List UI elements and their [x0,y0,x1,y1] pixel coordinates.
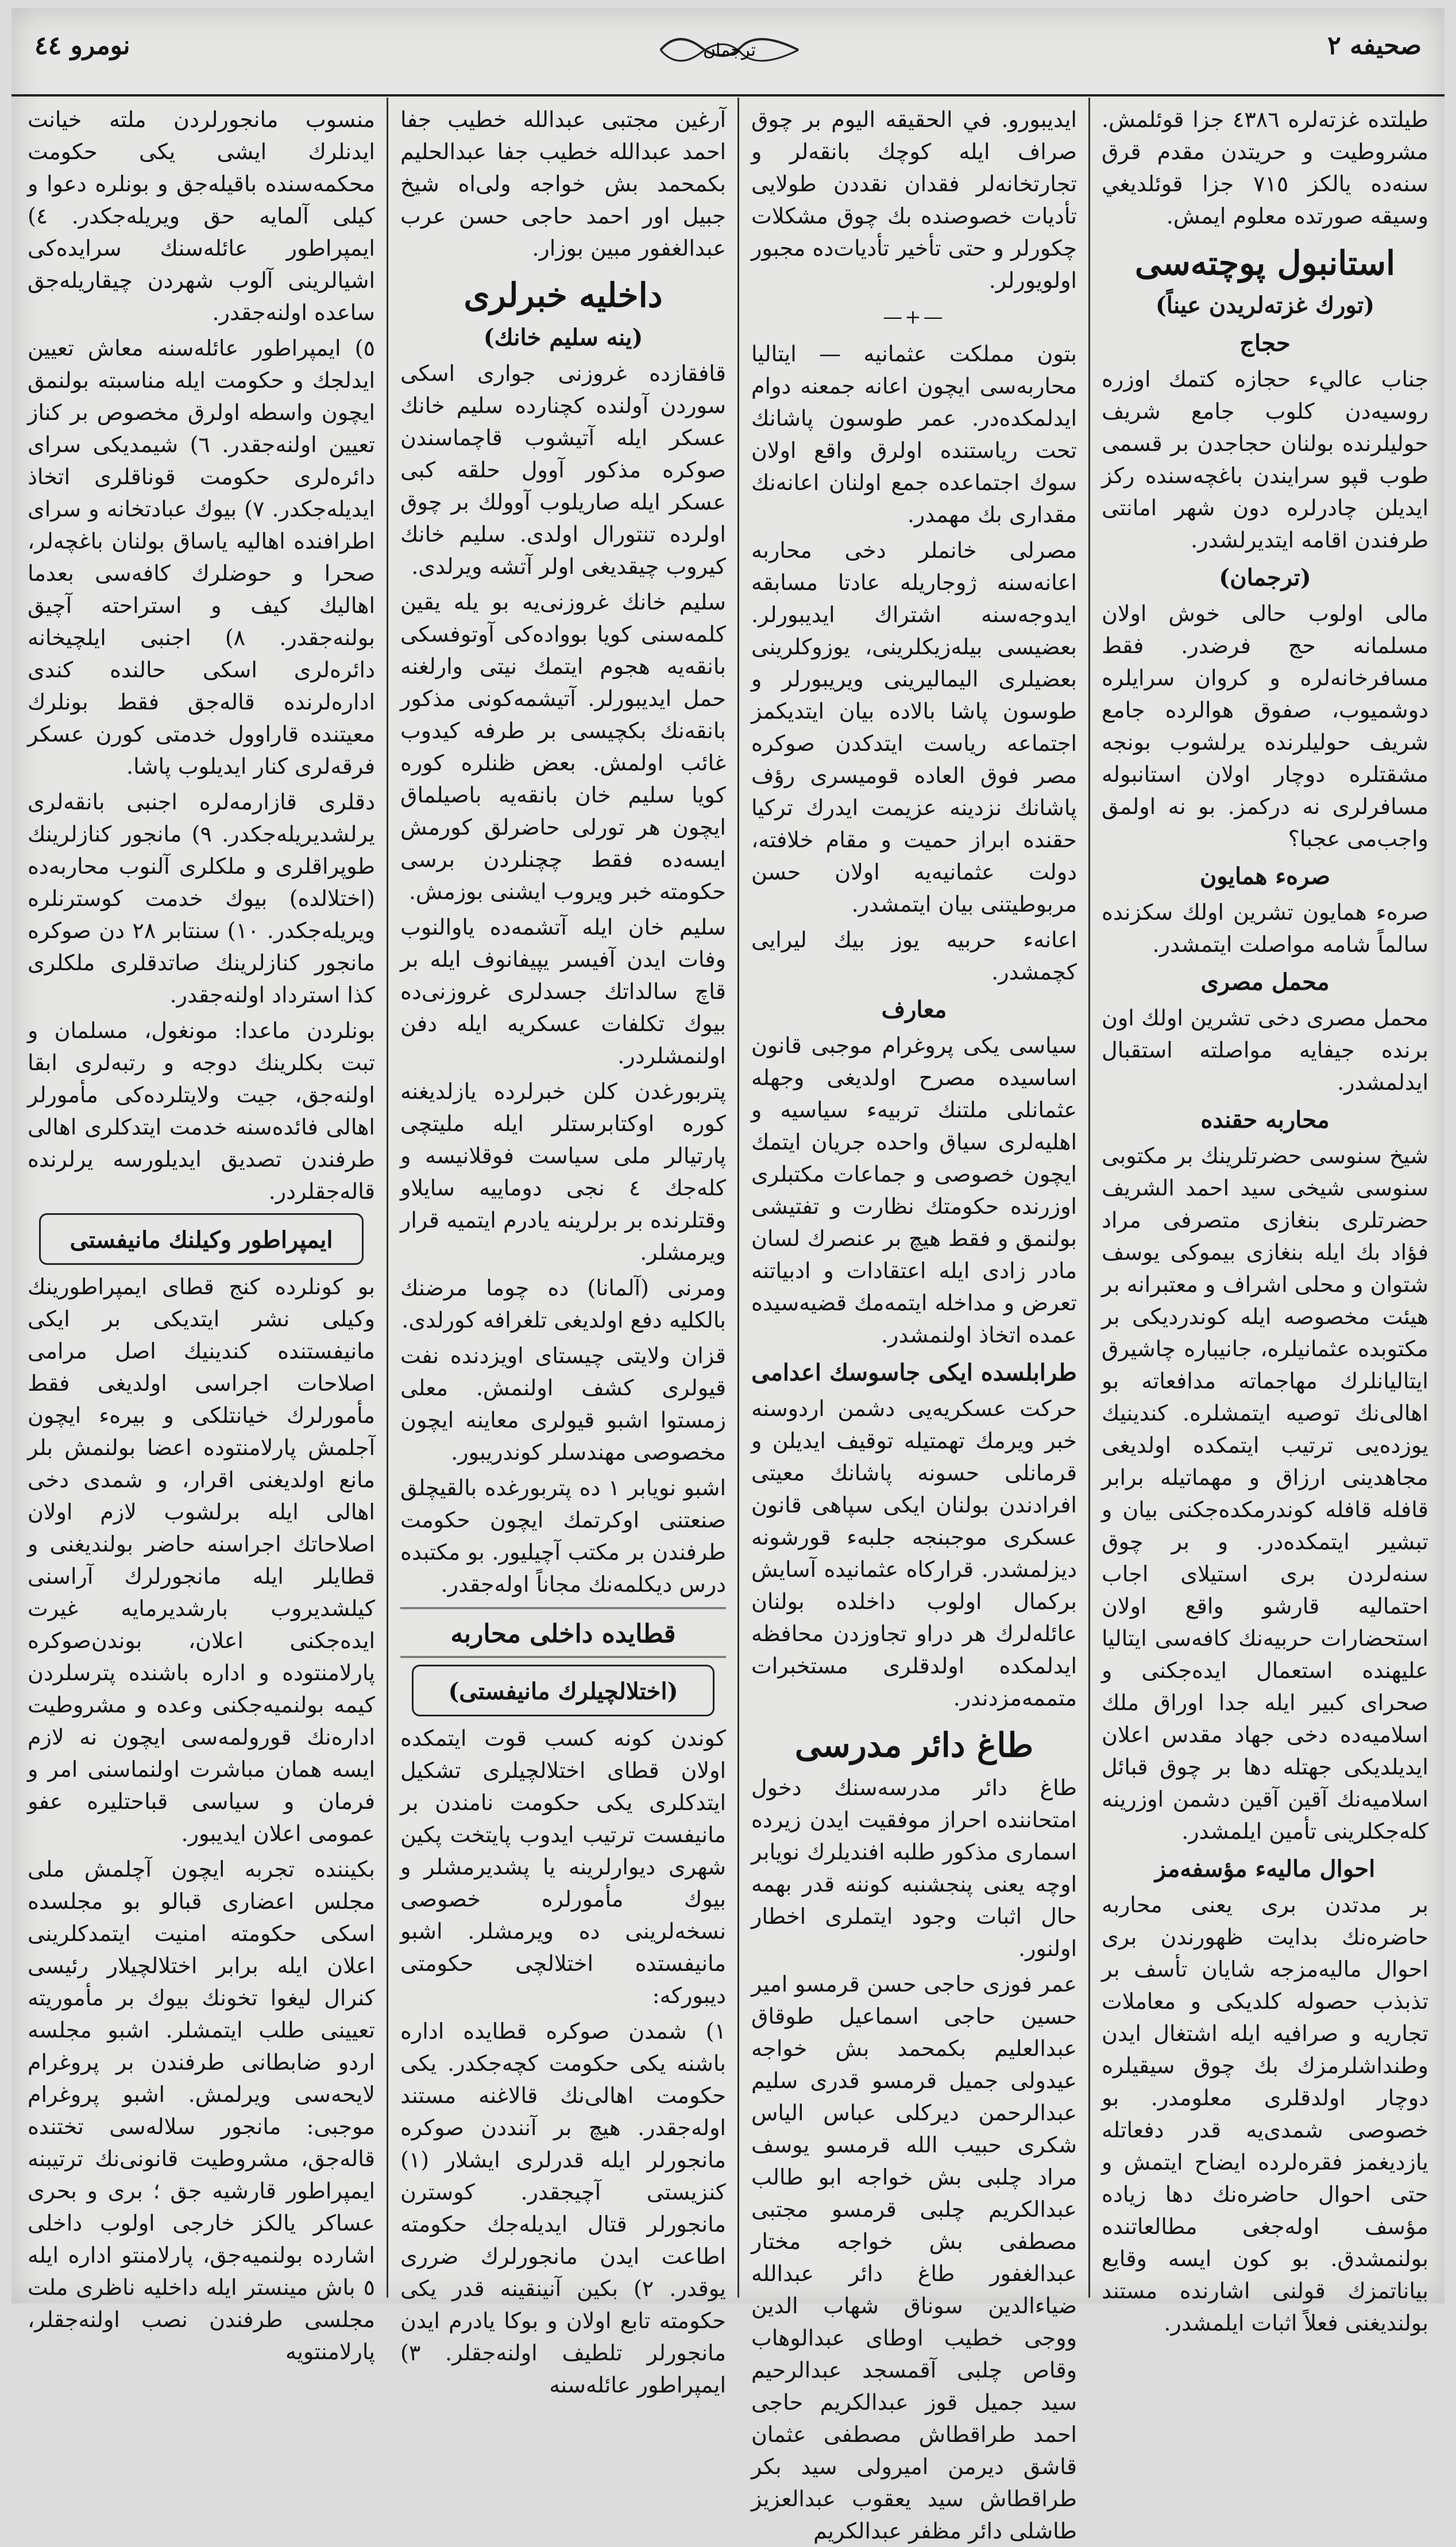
column-rule [1088,98,1090,2298]
separator: —+— [883,306,945,329]
paragraph: قزان ولايتى چيستاى اويزدنده نفت قيولرى كشف اولنمش. معلى زمستوا اشبو قيولرى معاينه ايچون مخصوصى مهندسلر كوندريبور. [400,1343,726,1465]
section-subheading: ايمپراطور وكيلنك مانيفستى [69,1226,333,1253]
paragraph: طاغ دائر مدرسه‌سنك دخول امتحاننده احراز موفقيت ايدن زيرده اسمارى مذكور طلبه افنديلرك نويابر اوچه يعنى پنجشنبه كوننه قدر بهمه حال اثبات وجود ايتملرى اخطار اولنور. [751,1775,1077,1961]
paragraph: منسوب مانجورلردن ملته خيانت ايدنلرك ايشى يكى حكومت محكمه‌سنده باقيله‌جق و بونلره دعوا و كيلى آلمايه حق ويريله‌جكدر. ٤) ايمپراطور عائله‌سنك سرايده‌كى اشيالرينى آلوب شهردن چيقاريله‌جق ساعده اولنه‌جقدر. [28,107,375,325]
paragraph: بو كونلرده كنج قطاى ايمپراطورينك وكيلى نشر ايتديكى بر ايكى مانيفستنده كندينيك اصل مرامى اصلاحات اجراسى اولديغى فقط مأمورلرك خيانتلكى و بيرهء ايچون آجلمش پارلامنتوده اعضا بولنمش بلر مانع اولديغنى اقرار، و شمدى دخى اهالى ايله برلشوب لازم اولان اصلاحاتك اجراسنه حاضر بولنديغنى و قطايلر ايله مانجورلرك آراسنى كيلشديروب بارشديرمايه غيرت ايده‌جكنى اعلان، بوندن‌صوكره پارلامنتوده و اداره باشنده پترسلردن كيمه بولنميه‌جكنى وعده و مشروطيت اداره‌نك قورولمه‌سى ايچون نه لازم ايسه همان مباشرت اولنماسنى امر و فرمان و سياسى قباحتليره عفو عمومى اعلان ايديبور. [28,1274,375,1846]
paragraph: محمل مصرى دخى تشرين اولك اون برنده جيفايه مواصلته استقبال ايدلمشدر. [1102,1005,1428,1095]
column-2 [741,98,1087,2544]
paragraph: عمر فوزى حاجى حسن قرمسو امير حسين حاجى اسماعيل طوقاق عبدالعليم بكمحمد بش خواجه عيدولى جميل قرمسو قدرى سليم عبدالرحمن ديركلى عباس الياس شكرى حبيب الله قرمسو يوسف مراد چلبى بش خواجه ابو طالب عبدالكريم چلبى قرمسو مجتبى مصطفى بش خواجه مختار عبدالغفور طاغ دائر عبدالله ضياءالدين سوناق شهاب الدين ووجى خطيب اوطاى عبدالوهاب وقاص چلبى آقمسجد عبدالرحيم سيد جميل قوز عبدالكريم حاجى احمد طراقطاش مصطفى عثمان قاشق ديرمن اميرولى سيد بكر طراقطاش سيد يعقوب عبدالعزيز طاشلى دائر مظفر عبدالكريم [751,1971,1077,2544]
paragraph: كوندن كونه كسب قوت ايتمكده اولان قطاى اختلالچيلرى تشكيل ايتدكلرى يكى حكومت نامندن بر مانيفست ترتيب ايدوب پايتخت پكين شهرى ديوارلرينه يا پشديرمشلر و بيوك مأمورلره خصوصى نسخه‌لرينى ده ويرمشلر. اشبو مانيفستده اختلالچى حكومتى ديبوركه: [400,1726,726,2008]
section-heading: استانبول پوچته‌سى [1134,244,1396,283]
paragraph: حركت عسكريه‌يى دشمن اردوسنه خبر ويرمك تهمتيله توقيف ايديلن و قرمانلى حسونه پاشانك معيتى افرادندن بولنان ايكى سپاهى قانون عسكرى موجبنجه جلبهء قورشونه ديزلمشدر. قراركاه عثمانيده آسايش بركمال اولوب داخلده بولنان عائله‌لرك هر دراو تجاوزدن محافظه ايدلمكده اولدقلرى مستخبرات متممه‌مزدندر. [751,1396,1077,1711]
paragraph: سليم خان ايله آتشمه‌ده ياوالنوب وفات ايدن آفيسر يپيفانوف ايله بر قاچ سالداتك جسدلرى غروزنى‌ده بيوك تكلفات عسكريه ايله دفن اولنمشلردر. [400,914,726,1068]
page-number: صحيفه ٢ [1327,31,1422,60]
paragraph: قافقازده غروزنى جوارى اسكى سوردن آولنده كچنارده سليم خانك عسكر ايله آتيشوب قاچماسندن صوكره مذكور آوول حلقه كبى عسكر ايله صاريلوب آوولك بر چوق اولرده تنتورال اولدى. سليم خانك كيروب چيقديغى اولر آتشه ويرلدى. [400,361,726,579]
section-subheading: (اختلالچيلرك مانيفستى) [448,1678,678,1705]
section-subheading: (ينه سليم خانك) [483,324,643,351]
section-heading: محمل مصرى [1200,968,1330,995]
paragraph: اشبو نويابر ١ ده پتربورغده بالقيچلق صنعتنى اوكرتمك ايچون حكومت طرفندن بر مكتب آچيليور. بو مكتبده درس ديكلمه‌نك مجاناً اوله‌جقدر. [400,1475,726,1597]
paragraph: مصرلى خانملر دخى محاربه اعانه‌سنه ژوجاريله عادتا مسابقه ايدوجه‌سنه اشتراك ايديبورلر. بعضيسى بيله‌زيكلرينى، يوزوكلرينى بعضيلرى اليماليرينى ويريبورلر و طوسون پاشا بالاده بيان ايتديكمز اجتماعه رياست ايتدكدن صوكره مصر فوق العاده قوميسرى رؤف پاشانك نزدينه عزيمت ايدرك تركيا حقنده ابراز حميت و مقام خلافته، دولت عثمانيه‌يه اولان حسن مربوطيتنى بيان ايتمشدر. [751,538,1077,917]
section-heading: صرهء همايون [1199,863,1331,890]
paragraph: ٥) ايمپراطور عائله‌سنه معاش تعيين ايدلجك و حكومت ايله مناسبته بولنمق ايچون واسطه اولرق مخصوص بر كناز تعيين اولنه‌جقدر. ٦) شيمديكى سراى دائره‌لرى حكومت قوناقلرى اتخاذ ايديله‌جكدر. ٧) بيوك عبادتخانه و سراى اطرافنده اهاليه ياساق بولنان باغچه‌لر، صحرا و حوضلرك كافه‌سى بعدما اهاليك كيف و استراحته آچيق بولنه‌جقدر. ٨) اجنبى ايلچيخانه دائره‌لرى اسكى حالنده كندى اداره‌لرنده قاله‌جق فقط بونلرك معيتنده قاراوول خدمتى كورن عسكر فرقه‌لرى كنار ايديلوب پاشا. [28,335,375,779]
section-heading: داخليه خبرلرى [464,276,663,315]
section-heading: طرابلسده ايكى جاسوسك اعدامى [751,1359,1077,1386]
paragraph: سياسى يكى پروغرام موجبى قانون اساسيده مصرح اولديغى وجهله عثمانلى ملتنك تربيهء سياسيه و اهليه‌لرى سياق واحده جريان ايتمك ايچون خصوصى و جماعات مكتبلرى اوزرنده حكومتك نظارت و تفتيشى بولنمق و فقط هيچ بر عنصرك لسان مادر زادى ايله اعتقادات و ادبياتنه تعرض و مداخله ايتمه‌مك قضيه‌سيده عمده اتخاذ اولنمشدر. [751,1033,1077,1348]
paragraph: بكيننده تجربه ايچون آچلمش ملى مجلس اعضارى قبالو بو مجلسده اسكى حكومته امنيت ايتمدكلرينى اعلان ايله برابر اختلالچيلار رئيسى كنرال ليغوا تخونك بيوك بر مأموريته تعيينى طلب ايتمشلر. اشبو مجلسه اردو ضابطانى طرفندن بر پروغرام لايحه‌سى ويرلمش. اشبو پروغرام موجبى: مانجور سلاله‌سى تختنده قاله‌جق، مشروطيت قانونى‌نك ترتيبنه ايمپراطور قارشيه جق ؛ برى و بحرى عساكر يالكز خارجى اولوب داخلى اشارده بولنميه‌جق، پارلامنتو اداره ايله ٥ باش مينستر ايله داخليه ناظرى ملت مجلسى طرفندن نصب اولنه‌جقلر، پارلامنتويه [28,1857,375,2364]
boxed-heading [400,1607,726,1658]
paragraph: اعانهء حربيه يوز بيك ليرايى كچمشدر. [751,927,1077,985]
section-heading: احوال ماليهء مؤسفه‌مز [1154,1855,1376,1882]
section-subheading: (تورك غزته‌لريدن عيناً) [1155,292,1375,319]
paragraph: دقلرى قازارمه‌لره اجنبى بانقه‌لرى يرلشديريله‌جكدر. ٩) مانجور كنازلرينك طوپراقلرى و ملكلرى آلنوب محاربه‌ده (اختلالده) بيوك خدمت كوسترنلره ويريله‌جكدر. ١٠) سنتابر ٢٨ دن صوكره مانجور كنازلرينك صاتدقلرى ملكلرى كذا استرداد اولنه‌جقدر. [28,789,375,1008]
masthead-glyph: ترجمان [703,40,756,60]
framed-subheading [39,1213,364,1265]
column-1 [1091,98,1439,2336]
section-heading: حجاج [1239,330,1291,357]
paragraph: طيلتده غزته‌لره ٤٣٨٦ جزا قوئلمش. مشروطيت و حريتدن مقدم قرق سنه‌ده يالكز ٧١٥ جزا قوئلديغي وسيقه صورتده معلوم ايمش. [1102,107,1428,229]
paragraph: صرهء همايون تشرين اولك سكزنده سالماً شامه مواصلت ايتمشدر. [1102,900,1428,957]
paragraph: بونلردن ماعدا: مونغول، مسلمان و تبت بكلرينك دوجه و رتبه‌لرى ابقا اولنه‌جق، جيت ولايتلرده‌كى مأمورلر اهالى فائده‌سنه خدمت ايتدكلرى اهالى طرفندن تصديق ايديلورسه يرلرنده قاله‌جقلردر. [28,1018,375,1204]
issue-number: نومرو ٤٤ [34,31,130,60]
paragraph: بتون مملكت عثمانيه — ايتاليا محاربه‌سى ايچون اعانه جمعنه دوام ايدلمكده‌در. عمر طوسون پاشانك تحت رياستنده اولرق واقع اولان سوك اجتماعده جمع اولنان اعانه‌نك مقدارى بك مهمدر. [751,341,1077,527]
column-rule [737,98,739,2298]
paragraph: بر مدتدن برى يعنى محاربه حاضره‌نك بدايت ظهورندن برى احوال ماليه‌مزجه شايان تأسف بر تذبذب حصوله كلديكى و معاملات تجاريه و صرافيه ايله اشتغال ايدن وطنداشلرمزك بك چوق سيقيلره دوچار اولدقلرى معلومدر. بو خصوصى شمدى‌يه قدر دفعاتله يازديغمز فقره‌لرده ايضاح ايتمش و حتى احوال حاضره‌نك دها زياده مؤسف اوله‌جغى مطالعاتنده بولنمشدق. بو كون ايسه وقايع بياناتمزك قولنى اشارنده مستند بولنديغنى فعلاً اثبات ايلمشدر. [1102,1892,1428,2336]
section-heading: طاغ دائر مدرسى [794,1726,1034,1765]
masthead [11,8,1445,97]
section-heading: معارف [881,996,947,1023]
column-3 [390,98,736,2398]
column-4 [17,98,385,2364]
section-heading: محاربه حقنده [1200,1106,1330,1133]
columns [17,98,1439,2544]
source-label: (ترجمان) [1219,564,1311,591]
paragraph: ١) شمدن صوكره قطايده اداره باشنه يكى حكومت كچه‌جكدر. يكى حكومت اهالى‌نك قالاغنه مستند اوله‌جقدر. هيچ بر آننددن صوكره مانجورلر ايله قدرلرى ايشلار (١) كنزيستى آچيجقدر. كوسترن مانجورلر قتال ايديله‌جك حكومته اطاعت ايدن مانجورلرك ضررى يوقدر. ٢) بكين آنينقينه قدر يكى حكومته تابع اولان و بوكا يادرم ايدن مانجورلر تلطيف اولنه‌جقلر. ٣) ايمپراطور عائله‌سنه [400,2019,727,2398]
framed-subheading [412,1665,715,1716]
paragraph: شيخ سنوسى حضرتلرينك بر مكتوبى سنوسى شيخى سيد احمد الشريف حضرتلرى بنغازى متصرفى مراد فؤاد بك ايله بنغازى بيموكى يوسف شتوان و محلى اشراف و معتبرانه بر هيئت مخصوصه ايله كوندرديكى بر مكتوبده عثمانيلره، جانيباره چاشيرق ايتاليانلرك مهاجماته مدافعاته بو اهالى‌نك توصيه ايتمشلره. كندينيك يوزده‌يى ترتيب ايتمكده اولديغى مجاهدينى ارزاق و مهماتيله برابر قافله قافله كوندرمكده‌جكنى بيان و تبشير ايتمكده‌در. و بر چوق سنه‌لردن برى استيلاى اجاب احتماليه قارشو واقع اولان استحضارات حربيه‌نك كافه‌سى ايتاليا عليهنده استعمال ايده‌جكنى و صحراى كبير ايله جدا اوراق ملك اسلاميه‌ده دخى جهاد مقدس اعلان ايديلديكى جهتله دها بر چوق قبائل اسلاميه‌نك آقين آقين دشمن اوزرينه كله‌جكلرينى تأمين ايلمشدر. [1102,1143,1428,1844]
column-rule [387,98,388,2298]
masthead-ornament [655,24,804,76]
paragraph: ومرنى (آلمانا) ده چوما مرضنك بالكليه دفع اولديغى تلغرافه كورلدى. [400,1275,726,1333]
paragraph: مالى اولوب حالى خوش اولان مسلمانه حج فرضدر. فقط مسافرخانه‌لره و كروان سرايلره دوشميوب، صفوق هوالرده جامع شريف حوليلرنده يرلشوب بونجه مشقتلره دوچار اولان استانبوله مسافرلرى نه دركمز. بو نه اولمق واجب‌مى عجبا؟ [1102,601,1428,851]
section-heading: قطايده داخلى محاربه [450,1619,676,1649]
newspaper-page [11,8,1445,2544]
paragraph: جناب عاليء حجازه كتمك اوزره روسيه‌دن كلوب جامع شريف حوليلرنده بولنان حجاجدن بر قسمى طوب قپو سرايندن باغچه‌سنده ركز ايديلن چادرلره دون شهر امانتى طرفندن اقامه ايتديرلشدر. [1102,366,1428,553]
paragraph: آرغين مجتبى عبدالله خطيب جفا احمد عبدالله خطيب جفا عبدالحليم بكمحمد بش خواجه ولى‌اه شيخ جبيل اور احمد حاجى حسن عرب عبدالغفور مبين بوزار. [400,107,726,261]
paragraph: سليم خانك غروزنى‌يه بو يله يقين كلمه‌سنى كويا بوواده‌كى آوتوفسكى بانقه‌يه هجوم ايتمك نيتى وارلغنه حمل ايديبورلر. آتيشمه‌كونى مذكور بانقه‌نك بكچيسى بر طرفه كيدوب غائب اولمش. بعض ظنلره كوره كويا سليم خان بانقه‌يه باصيلماق ايچون هر تورلى حاضرلق كورمش ايسه‌ده فقط چچنلردن برسى حكومته خبر ويروب ايشنى بوزمش. [400,589,726,904]
paragraph: پتربورغدن كلن خبرلرده يازلديغنه كوره اوكتابرستلر ايله مليتچى پارتيالر ملى سياست فوقلانيسه و كله‌جك ٤ نجى دوماييه سايلاو وقتلرنده بر برلرينه يادرم ايتميه قرار ويرمشلر. [400,1079,727,1265]
paragraph: ايديبورو. في الحقيقه اليوم بر چوق صراف ايله كوچك بانقه‌لر و تجارتخانه‌لر فقدان نقددن طولايى تأديات خصوصنده بك چوق مشكلات چكورلر و حتى تأخير تأديات‌ده مجبور اولويورلر. [751,107,1077,293]
